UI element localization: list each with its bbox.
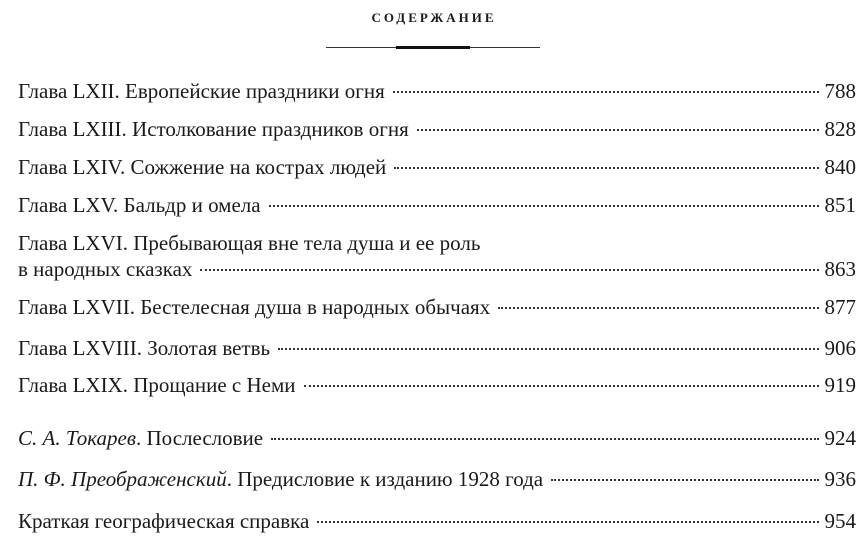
dot-leader [394, 167, 818, 169]
toc-entry-ch69[interactable] [18, 372, 856, 398]
dot-leader [551, 479, 818, 481]
toc-entry-ch62[interactable] [18, 78, 856, 104]
toc-entry-ch64[interactable] [18, 154, 856, 180]
toc-entry-title-continued: в народных сказках [18, 257, 193, 281]
toc-entry-page: 924 [824, 426, 856, 450]
toc-entry-title: Глава LXVIII. Золотая ветвь [18, 336, 271, 360]
toc-entry-preface[interactable] [18, 466, 856, 492]
toc-entry-title: . Послесловие [136, 426, 264, 450]
toc-entry-title: Глава LXV. Бальдр и омела [18, 193, 261, 217]
toc-entry-page: 840 [824, 155, 856, 179]
toc-entry-ch66[interactable] [18, 230, 856, 282]
toc-entry-ch63[interactable] [18, 116, 856, 142]
toc-entry-page: 863 [824, 257, 856, 281]
toc-entry-ch68[interactable] [18, 335, 856, 361]
toc-entry-ch65[interactable] [18, 192, 856, 218]
toc-entry-title: Глава LXIII. Истолкование праздников огня [18, 117, 409, 141]
dot-leader [304, 385, 819, 387]
toc-entry-title: Глава LXII. Европейские праздники огня [18, 79, 385, 103]
toc-entry-title: Глава LXVI. Пребывающая вне тела душа и ее роль [18, 231, 481, 255]
toc-entry-title: . Предисловие к изданию 1928 года [226, 467, 544, 491]
dot-leader [269, 205, 819, 207]
toc-entry-author: П. Ф. Преображенский [18, 467, 227, 491]
toc-entry-title: Глава LXIV. Сожжение на кострах людей [18, 155, 387, 179]
toc-entry-ch67[interactable] [18, 294, 856, 320]
dot-leader [200, 269, 818, 271]
toc-entry-afterword[interactable] [18, 425, 856, 451]
page-heading: СОДЕРЖАНИЕ [371, 10, 497, 25]
dot-leader [317, 521, 818, 523]
dot-leader [271, 438, 818, 440]
toc-entry-title: Глава LXIX. Прощание с Неми [18, 373, 296, 397]
toc-entry-page: 788 [824, 79, 856, 103]
dot-leader [498, 307, 818, 309]
toc-entry-author: С. А. Токарев [18, 426, 136, 450]
dot-leader [393, 91, 819, 93]
toc-entry-page: 954 [824, 509, 856, 533]
toc-entry-page: 851 [824, 193, 856, 217]
toc-entry-page: 919 [824, 373, 856, 397]
toc-entry-geography[interactable] [18, 508, 856, 534]
toc-entry-page: 828 [824, 117, 856, 141]
toc-entry-page: 877 [824, 295, 856, 319]
toc-entry-title: Краткая географическая справка [18, 509, 310, 533]
toc-entry-title: Глава LXVII. Бестелесная душа в народных обычаях [18, 295, 491, 319]
toc-entry-page: 906 [824, 336, 856, 360]
dot-leader [417, 129, 819, 131]
toc-entry-page: 936 [824, 467, 856, 491]
heading-rule-accent [396, 46, 470, 49]
dot-leader [278, 348, 818, 350]
